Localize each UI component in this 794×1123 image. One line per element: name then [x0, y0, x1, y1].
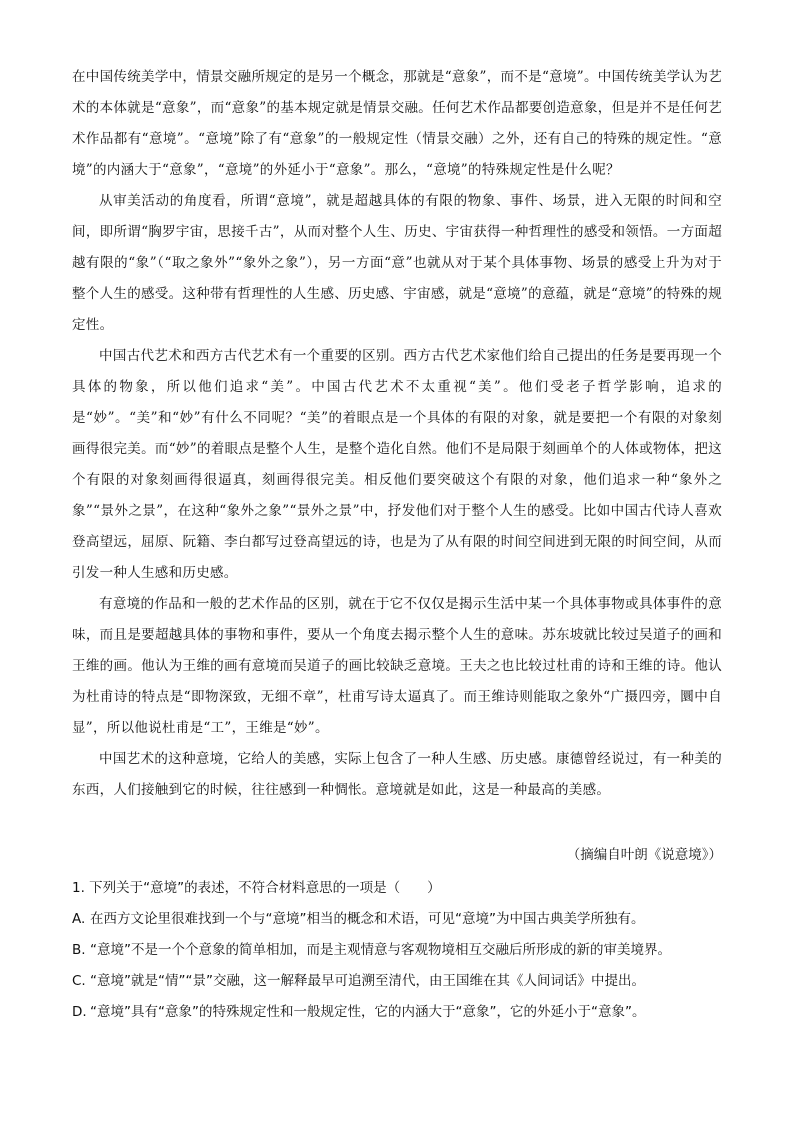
passage-source: （摘编自叶朗《说意境》） [566, 847, 722, 863]
question-1 [72, 876, 732, 1031]
option-c-text: “意境”就是“情”“景”交融，这一解释最早可追溯至清代，由王国维在其《人间词话》中提出。 [90, 973, 645, 989]
passage-paragraph-3: 中国古代艺术和西方古代艺术有一个重要的区别。西方古代艺术家他们给自己提出的任务是要再现一个具体的物象，所以他们追求“美”。中国古代艺术不太重视“美”。他们受老子哲学影响，追求的是“妙”。“美”和“妙”有什么不同呢？“美”的着眼点是一个具体的有限的对象，就是要把一个有限的对象刻画得很完美。而“妙”的着眼点是整个人生，是整个造化自然。他们不是局限于刻画单个的人体或物体，把这个有限的对象刻画得很逼真，刻画得很完美。相反他们要突破这个有限的对象，他们追求一种“象外之象”“景外之景”，在这种“象外之象”“景外之景”中，抒发他们对于整个人生的感受。比如中国古代诗人喜欢登高望远，屈原、阮籍、李白都写过登高望远的诗，也是为了从有限的时间空间进到无限的时间空间，从而引发一种人生感和历史感。 [72, 348, 722, 581]
option-b[interactable] [72, 938, 732, 969]
option-a[interactable] [72, 907, 732, 938]
option-a-text: 在西方文论里很难找到一个与“意境”相当的概念和术语，可见“意境”为中国古典美学所独有。 [90, 911, 645, 927]
option-d-text: “意境”具有“意象”的特殊规定性和一般规定性，它的内涵大于“意象”，它的外延小于“意象”。 [90, 1004, 646, 1020]
reading-passage [72, 62, 722, 806]
passage-paragraph-5: 中国艺术的这种意境，它给人的美感，实际上包含了一种人生感、历史感。康德曾经说过，有一种美的东西，人们接触到它的时候，往往感到一种惆怅。意境就是如此，这是一种最高的美感。 [72, 751, 722, 798]
option-b-text: “意境”不是一个个意象的简单相加，而是主观情意与客观物境相互交融后所形成的新的审美境界。 [90, 942, 671, 958]
option-c[interactable] [72, 969, 732, 1000]
question-stem: 1. 下列关于“意境”的表述，不符合材料意思的一项是（ ） [72, 880, 441, 896]
option-b-key: B. [72, 942, 86, 958]
passage-paragraph-1: 在中国传统美学中，情景交融所规定的是另一个概念，那就是“意象”，而不是“意境”。中国传统美学认为艺术的本体就是“意象”，而“意象”的基本规定就是情景交融。任何艺术作品都要创造意象，但是并不是任何艺术作品都有“意境”。“意境”除了有“意象”的一般规定性（情景交融）之外，还有自己的特殊的规定性。“意境”的内涵大于“意象”，“意境”的外延小于“意象”。那么，“意境”的特殊规定性是什么呢？ [72, 69, 722, 178]
option-a-key: A. [72, 911, 86, 927]
option-c-key: C. [72, 973, 86, 989]
option-d[interactable] [72, 1000, 732, 1031]
passage-paragraph-4: 有意境的作品和一般的艺术作品的区别，就在于它不仅仅是揭示生活中某一个具体事物或具体事件的意味，而且是要超越具体的事物和事件，要从一个角度去揭示整个人生的意味。苏东坡就比较过吴道子的画和王维的画。他认为王维的画有意境而吴道子的画比较缺乏意境。王夫之也比较过杜甫的诗和王维的诗。他认为杜甫诗的特点是“即物深致，无细不章”，杜甫写诗太逼真了。而王维诗则能取之象外“广摄四旁，圜中自显”，所以他说杜甫是“工”，王维是“妙”。 [72, 596, 722, 736]
passage-paragraph-2: 从审美活动的角度看，所谓“意境”，就是超越具体的有限的物象、事件、场景，进入无限的时间和空间，即所谓“胸罗宇宙，思接千古”，从而对整个人生、历史、宇宙获得一种哲理性的感受和领悟。一方面超越有限的“象”（“取之象外”“象外之象”），另一方面“意”也就从对于某个具体事物、场景的感受上升为对于整个人生的感受。这种带有哲理性的人生感、历史感、宇宙感，就是“意境”的意蕴，就是“意境”的特殊的规定性。 [72, 193, 722, 333]
option-d-key: D. [72, 1004, 87, 1020]
